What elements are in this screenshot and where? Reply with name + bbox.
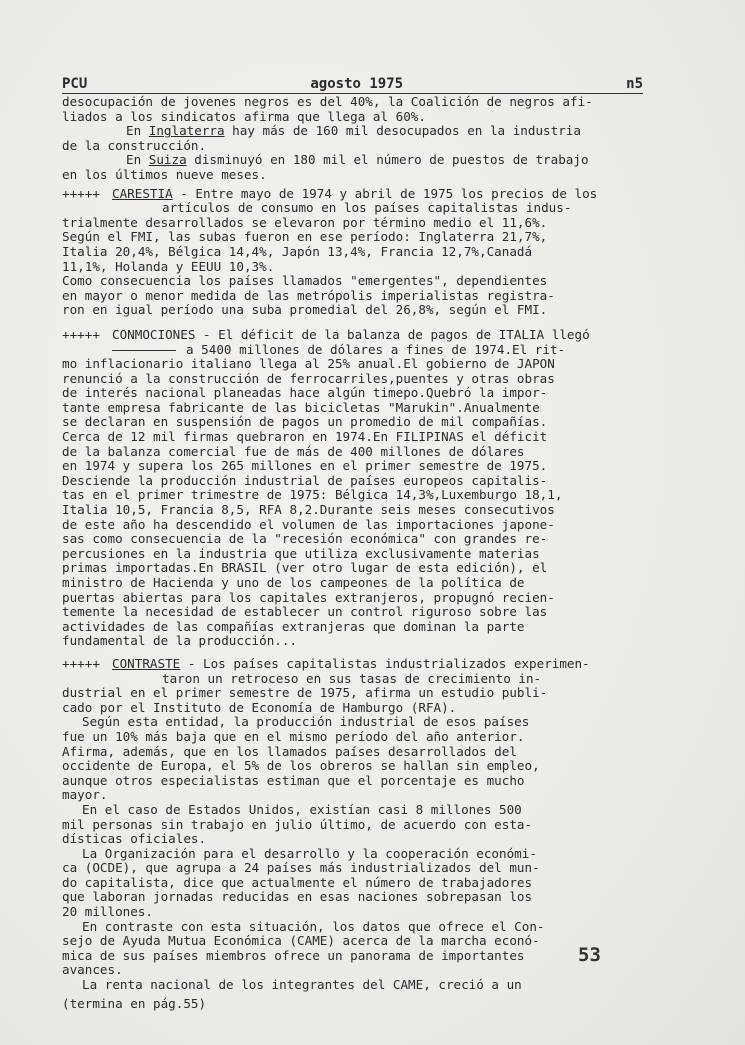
article-body bbox=[62, 95, 649, 1011]
intro-line: en los últimos nueve meses. bbox=[62, 166, 267, 182]
section-marker: +++++ bbox=[62, 326, 100, 342]
inglaterra-paragraph: En Inglaterra hay más de 160 mil desocupados en la industria bbox=[126, 123, 581, 139]
section-marker: +++++ bbox=[62, 655, 100, 671]
paragraph: En contraste con esta situación, los datos que ofrece el Con- sejo de Ayuda Mutua Económica (CAME) acerca de la marcha econó- mica de sus países miembros ofrece un panorama de importantes avances. bbox=[62, 918, 545, 978]
section-contraste: +++++ CONTRASTE - Los países capitalistas industrializados experimen- taron un retroceso en sus tasas de crecimiento in- dustrial en el primer semestre de 1975, afirma un estudio publi- cado por el Instituto de Economía de Hamburgo (RFA). Según esta entidad, la producción industrial de esos países fue un 10% más baja que en el mismo período del año anterior. Afirma, además, que en los llamados países desarrollados del occidente de Europa, el 5% de los obreros se hallan sin empleo, aunque otros especialistas estiman que el porcentaje es mucho mayor. En el caso de Estados Unidos, existían casi 8 millones 500 mil personas sin trabajo en julio último, de acuerdo con esta- dísticas oficiales. La Organización para el desarrollo y la cooperación económi- ca (OCDE), que agrupa a 24 países más industrializados del mun- do capitalista, dice que actualmente el número de trabajadores que laboran jornadas reducidas en esas naciones sobrepasan los 20 millones. En contraste con esta situación, los datos que ofrece el Con- sejo de Ayuda Mutua Económica (CAME) acerca de la marcha econó- mica de sus países miembros ofrece un panorama de importantes avances. La renta nacional de los integrantes del CAME, creció a un (termina en pág.55) bbox=[62, 657, 649, 1011]
section-marker: +++++ bbox=[62, 185, 100, 201]
section-title-contraste: CONTRASTE bbox=[112, 655, 181, 671]
title-rule bbox=[112, 350, 176, 351]
page-header bbox=[62, 77, 643, 94]
paragraph: La renta nacional de los integrantes del CAME, creció a un bbox=[82, 977, 522, 993]
country-suiza: Suiza bbox=[148, 152, 187, 168]
publication-name: PCU bbox=[62, 76, 88, 92]
intro-line: desocupación de jovenes negros es del 40%, la Coalición de negros afi- bbox=[62, 94, 593, 109]
issue-date: agosto 1975 bbox=[310, 76, 404, 92]
section-title-carestia: CARESTIA bbox=[112, 185, 173, 201]
paragraph: Según esta entidad, la producción industrial de esos países fue un 10% más baja que en el mismo período del año anterior. Afirma, además, que en los llamados países desarrollados del occidente de Europa, el 5% de los obreros se hallan sin empleo, aunque otros especialistas estiman que el porcentaje es mucho mayor. bbox=[62, 714, 540, 803]
section-title-conmociones: CONMOCIONES bbox=[112, 326, 196, 342]
page-number: 53 bbox=[578, 944, 601, 966]
paragraph: La Organización para el desarrollo y la cooperación económi- ca (OCDE), que agrupa a 24 países más industrializados del mun- do capitalista, dice que actualmente el número de trabajadores que laboran jornadas reducidas en esas naciones sobrepasan los 20 millones. bbox=[62, 845, 540, 920]
continuation-note: (termina en pág.55) bbox=[62, 995, 207, 1011]
country-inglaterra: Inglaterra bbox=[148, 123, 225, 139]
issue-number: n5 bbox=[626, 76, 643, 92]
intro-line: de la construcción. bbox=[62, 137, 207, 153]
intro-line: liados a los sindicatos afirma que llega al 60%. bbox=[62, 108, 426, 124]
section-carestia: +++++ CARESTIA - Entre mayo de 1974 y abril de 1975 los precios de los artículos de consumo en los países capitalistas indus- trialmente desarrollados se elevaron por término medio el 11,6%. Según el FMI, las subas fueron en ese período: Inglaterra 21,7%, Italia 20,4%, Bélgica 14,4%, Japón 13,4%, Francia 12,7%,Canadá 11,1%, Holanda y EEUU 10,3%. Como consecuencia los países llamados "emergentes", dependientes en mayor o menor medida de las metrópolis imperialistas registra- ron en igual período una suba promedial del 26,8%, según el FMI. bbox=[62, 185, 598, 318]
section-conmociones: +++++ CONMOCIONES - El déficit de la balanza de pagos de ITALIA llegó a 5400 millones de dólares a fines de 1974.El rit- mo inflacionario italiano llega al 25% anual.El gobierno de JAPON renunció a la construcción de ferrocarriles,puentes y otras obras de interés nacional planeadas hace algún timepo.Quebró la impor- tante empresa fabricante de las bicicletas "Marukin".Anualmente se declaran en suspensión de pagos un promedio de mil compañías. Cerca de 12 mil firmas quebraron en 1974.En FILIPINAS el déficit de la balanza comercial fue de más de 400 millones de dólares en 1974 y supera los 265 millones en el primer semestre de 1975. Desciende la producción industrial de países europeos capitalis- tas en el primer trimestre de 1975: Bélgica 14,3%,Luxemburgo 18,1, Italia 10,5, Francia 8,5, RFA 8,2.Durante seis meses consecutivos de este año ha descendido el volumen de las importaciones japone- sas como consecuencia de la "recesión económica" con grandes re- percusiones en la industria que utiliza exclusivamente materias primas importadas.En BRASIL (ver otro lugar de esta edición), el ministro de Hacienda y uno de los campeones de la política de puertas abiertas para los capitales extranjeros, propugnó recien- temente la necesidad de establecer un control riguroso sobre las actividades de las compañías extranjeras que dominan la parte fundamental de la producción... bbox=[62, 326, 590, 649]
paragraph: En el caso de Estados Unidos, existían casi 8 millones 500 mil personas sin trabajo en julio último, de acuerdo con esta- dísticas oficiales. bbox=[62, 801, 533, 847]
suiza-paragraph: En Suiza disminuyó en 180 mil el número de puestos de trabajo bbox=[126, 152, 589, 168]
